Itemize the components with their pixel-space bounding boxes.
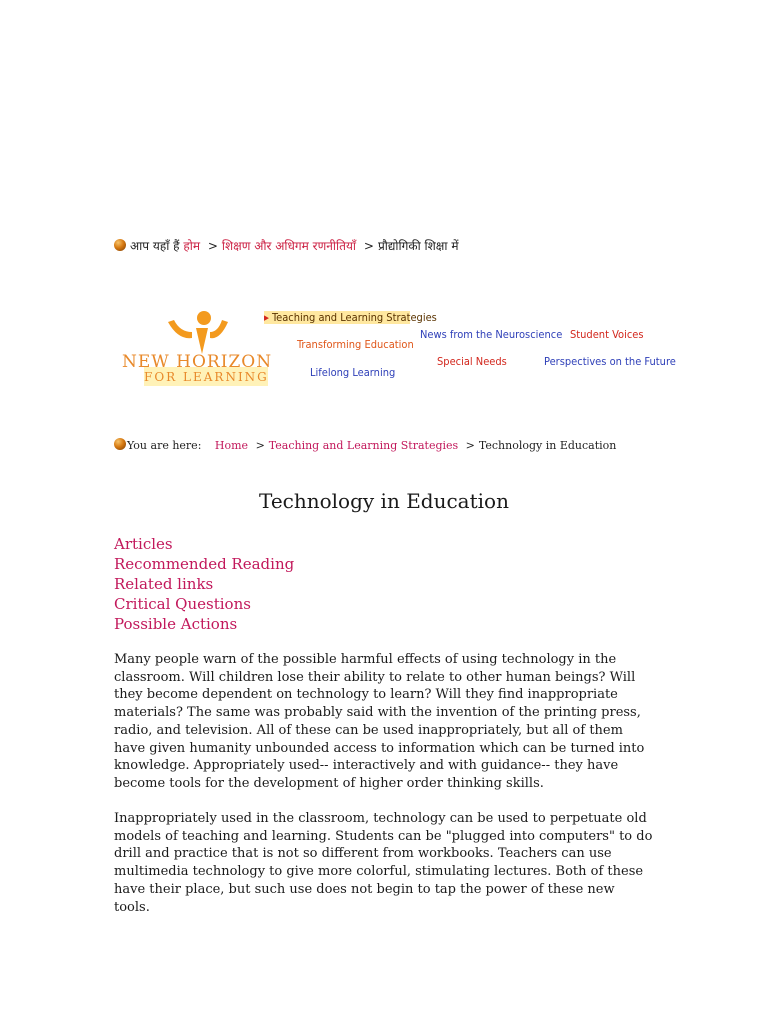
logo-text-line1: NEW HORIZON: [122, 352, 273, 372]
nav-special-needs[interactable]: Special Needs: [437, 355, 507, 368]
body-paragraph: Inappropriately used in the classroom, technology can be used to perpetuate old models of teaching and learning. Students can be "plugged into computers" to do drill and practice that is not so different from workbooks. Teachers can use multimedia technology to give more colorful, stimulating lectures. Both of these have their place, but such use does not begin to tap the power of these new tools.: [114, 811, 653, 915]
breadcrumb-hindi: [114, 237, 459, 254]
breadcrumb-prefix: You are here:: [127, 439, 202, 452]
breadcrumb-home-link[interactable]: Home: [214, 439, 249, 452]
page-title: Technology in Education: [259, 489, 509, 513]
section-links: [114, 534, 294, 634]
nav-neuroscience[interactable]: News from the Neuroscience: [420, 328, 563, 341]
breadcrumb-separator: >: [255, 439, 265, 452]
breadcrumb-current: Technology in Education: [478, 439, 617, 452]
arrow-right-icon: ▸: [264, 311, 269, 324]
link-related-links[interactable]: Related links: [114, 575, 214, 593]
breadcrumb-hindi-current: प्रौद्योगिकी शिक्षा में: [377, 239, 459, 253]
nav-lifelong-learning[interactable]: Lifelong Learning: [310, 366, 396, 379]
nav-teaching-learning[interactable]: [264, 311, 437, 324]
nav-student-voices[interactable]: Student Voices: [570, 328, 644, 341]
link-recommended-reading[interactable]: Recommended Reading: [114, 555, 295, 573]
link-critical-questions[interactable]: Critical Questions: [114, 595, 251, 613]
link-possible-actions[interactable]: Possible Actions: [114, 615, 238, 633]
site-banner: [114, 305, 676, 395]
person-figure-icon: [162, 310, 232, 354]
breadcrumb-hindi-prefix: आप यहाँ हैं: [130, 239, 180, 253]
body-paragraph: Many people warn of the possible harmful effects of using technology in the classroom. Will children lose their ability to relate to other human beings? Will they become dependent on technology to learn? Will they find inappropriate materials? The same was probably said with the invention of the printing press, radio, and television. All of these can be used inappropriately, but all of them have given humanity unbounded access to information which can be turned into knowledge. Appropriately used-- interactively and with guidance-- they have become tools for the development of higher order thinking skills.: [114, 652, 645, 791]
breadcrumb-hindi-section-link[interactable]: शिक्षण और अधिगम रणनीतियाँ: [221, 239, 357, 253]
nav-teaching-label: Teaching and Learning Strategies: [271, 311, 437, 324]
breadcrumb-section-link[interactable]: Teaching and Learning Strategies: [268, 439, 459, 452]
breadcrumb-hindi-home-link[interactable]: होम: [183, 239, 201, 253]
breadcrumb-separator: >: [465, 439, 475, 452]
bullet-icon: [114, 239, 126, 251]
breadcrumb-separator: >: [363, 239, 374, 253]
link-articles[interactable]: Articles: [114, 535, 173, 553]
bullet-icon: [114, 438, 126, 450]
nav-transforming-education[interactable]: Transforming Education: [297, 338, 414, 351]
breadcrumb: [114, 438, 616, 452]
breadcrumb-separator: >: [207, 239, 218, 253]
nav-perspectives-future[interactable]: Perspectives on the Future: [544, 355, 676, 368]
new-horizons-logo[interactable]: [118, 310, 273, 388]
logo-text-line2: FOR LEARNING: [144, 370, 269, 384]
